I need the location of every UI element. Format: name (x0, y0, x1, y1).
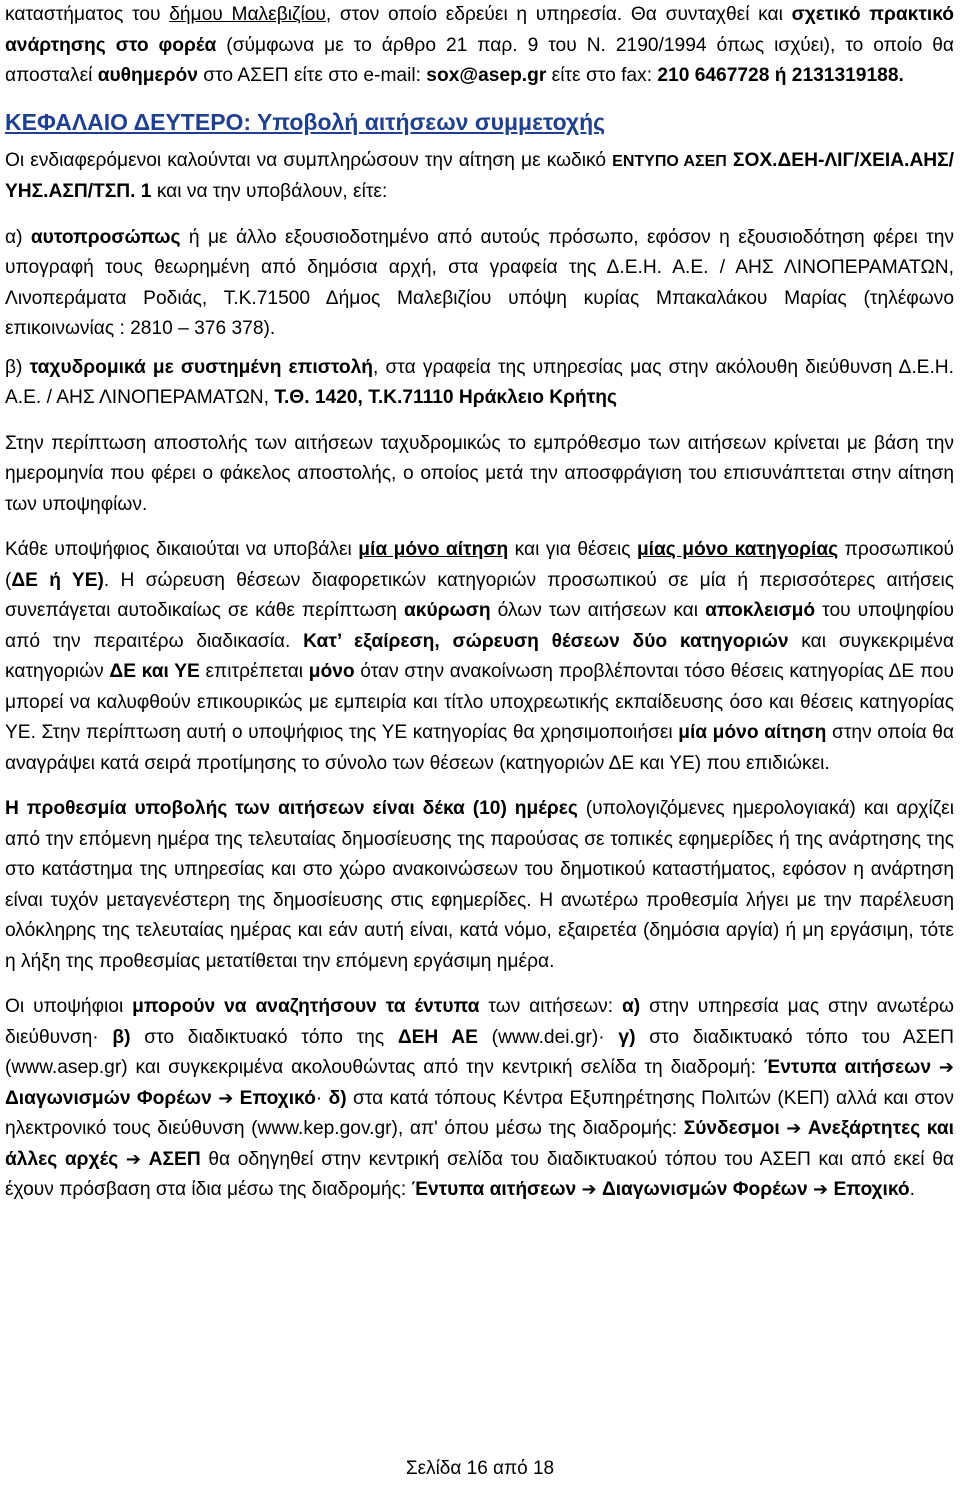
text: . (909, 1179, 915, 1200)
text-bold: β) (112, 1026, 131, 1048)
email-text: sox@asep.gr (426, 65, 547, 86)
text: στο διαδικτυακό τόπο της (130, 1026, 398, 1048)
fax-text: 210 6467728 ή 2131319188. (657, 65, 904, 86)
text: Κάθε υποψήφιος δικαιούται να υποβάλει (5, 539, 359, 560)
text: καταστήματος του (5, 4, 170, 25)
text: όταν στην ανακοίνωση προβλέπονται τόσο θέσεις κατηγορίας ΔΕ που μπορεί να καλυφθούν επικουρικώς με εμπειρία και τίτλο υποχρεωτικής εκπαίδευσης όσο και θέσεις κατηγορίας ΥΕ. Στην περίπτωση αυτή ο υποψήφιος της ΥΕ κατηγορίας θα χρησιμοποιήσει (5, 661, 954, 743)
text-underlined: δήμου Μαλεβιζίου (169, 4, 326, 25)
paragraph-posting (5, 0, 954, 92)
arrow-right-icon: ➔ (938, 1057, 954, 1078)
text-bold-underlined: μία μόνο αίτηση (358, 539, 509, 560)
text: στο ΑΣΕΠ είτε στο e-mail: (197, 65, 427, 86)
text: όλων των αιτήσεων και (490, 600, 706, 621)
text-bold: Σύνδεσμοι (683, 1118, 780, 1139)
arrow-right-icon: ➔ (125, 1148, 141, 1170)
text: (υπολογιζόμενες ημερολογιακά) και αρχίζει από την επόμενη ημέρα της τελευταίας δημοσίευσης της παρούσας σε τοπικές εφημερίδες ή της ανάρτησης της στο κατάστημα της υπηρεσίας και στο χώρο ανακοινώσεων του δημοτικού καταστήματος, εφόσον η ανάρτηση είναι τυχόν μεταγενέστερη της δημοσίευσης στις εφημερίδες. Η ανωτέρω προθεσμία λήγει με την παρέλευση ολόκληρης της τελευταίας ημέρας και εάν αυτή είναι, κατά νόμο, εξαιρετέα (δημόσια αργία) ή μη εργάσιμη, τότε η λήξη της προθεσμίας μετατίθεται την επόμενη εργάσιμη ημέρα. (5, 798, 954, 972)
text-bold: Διαγωνισμών Φορέων (5, 1087, 212, 1109)
paragraph-option-a (5, 223, 954, 345)
text: , στον οποίο εδρεύει η υπηρεσία. Θα συνταχθεί και (325, 4, 792, 25)
text: στο διαδικτυακό τόπο του ΑΣΕΠ (www.asep.gr) και συγκεκριμένα ακολουθώντας από την κεντρική σελίδα τη διαδρομή: (5, 1026, 955, 1078)
text: (www.dei.gr)· (477, 1026, 619, 1048)
paragraph-form-code (5, 146, 954, 208)
paragraph-postal-deadline: Στην περίπτωση αποστολής των αιτήσεων ταχυδρομικώς το εμπρόθεσμο των αιτήσεων κρίνεται με βάση την ημερομηνία που φέρει ο φάκελος αποστολής, ο οποίος μετά την αποσφράγιση του επισυνάπτεται στην αίτηση των υποψηφίων. (5, 432, 954, 515)
text: . Η σώρευση θέσεων διαφορετικών κατηγοριών προσωπικού σε μία ή περισσότερες αιτήσεις συνεπάγεται αυτοδικαίως σε κάθε περίπτωση (5, 569, 954, 621)
text-bold: Ανεξάρτητες και άλλες αρχές (5, 1118, 954, 1170)
form-code: ΣΟΧ.ΔΕΗ-ΛΙΓ/ΧΕΙΑ.ΑΗΣ/ΥΗΣ.ΑΣΠ/ΤΣΠ. 1 (5, 149, 954, 202)
text: προσωπικού ( (5, 539, 954, 591)
text: και για θέσεις (508, 539, 637, 560)
text: και να την υποβάλουν, είτε: (151, 181, 388, 202)
text-bold: Εποχικό (239, 1087, 316, 1109)
paragraph-single-application (5, 535, 954, 779)
text-bold-underlined: μίας μόνο κατηγορίας (636, 539, 839, 560)
text-bold: ΕΝΤΥΠΟ ΑΣΕΠ (612, 152, 727, 170)
text-bold: Κατ’ εξαίρεση, σώρευση θέσεων δύο κατηγοριών (303, 630, 789, 652)
text-bold: Έντυπα αιτήσεων (411, 1179, 577, 1200)
text-bold: ακύρωση (404, 600, 491, 621)
text: στα κατά τόπους Κέντρα Εξυπηρέτησης Πολιτών (ΚΕΠ) αλλά και στον ηλεκτρονικό τους διεύθυνση (www.kep.gov.gr), απ' όπου μέσω της διαδρομής: (5, 1087, 954, 1139)
text-bold: ΔΕΗ ΑΕ (397, 1026, 478, 1048)
text-bold: μπορούν να αναζητήσουν τα έντυπα (132, 996, 480, 1017)
text-bold: Τ.Θ. 1420, Τ.Κ.71110 Ηράκλειο Κρήτης (274, 387, 617, 408)
text-bold: αποκλεισμό (705, 600, 816, 621)
text: των αιτήσεων: (479, 996, 622, 1017)
text: (σύμφωνα με το άρθρο 21 παρ. 9 του Ν. 2190/1994 όπως ισχύει), το οποίο θα αποσταλεί (5, 34, 955, 86)
text: Οι ενδιαφερόμενοι καλούνται να συμπληρώσουν την αίτηση με κωδικό (5, 149, 613, 171)
text-bold: αυτοπροσώπως (30, 226, 181, 248)
text-bold: ΑΣΕΠ (148, 1148, 201, 1170)
paragraph-forms-source (5, 992, 954, 1206)
text-bold: μόνο (308, 661, 355, 682)
text: , στα γραφεία της υπηρεσίας μας στην ακόλουθη διεύθυνση Δ.Ε.Η. Α.Ε. / ΑΗΣ ΛΙΝΟΠΕΡΑΜΑΤΩΝ, (5, 356, 954, 408)
paragraph-deadline (5, 794, 954, 977)
text: είτε στο fax: (546, 65, 658, 86)
arrow-right-icon: ➔ (218, 1087, 234, 1109)
page-footer: Σελίδα 16 από 18 (405, 1458, 555, 1479)
text: α) (5, 226, 31, 248)
text-bold: μία μόνο αίτηση (678, 722, 827, 743)
text-bold: ΔΕ ή ΥΕ) (11, 569, 104, 591)
text-bold: δ) (328, 1087, 347, 1109)
text: στην οποία θα αναγράψει κατά σειρά προτίμησης το σύνολο των θέσεων (κατηγοριών ΔΕ και ΥΕ) που επιδιώκει. (5, 722, 954, 774)
text: θα οδηγηθεί στην κεντρική σελίδα του διαδικτυακού τόπου του ΑΣΕΠ και από εκεί θα έχουν πρόσβαση στα ίδια μέσω της διαδρομής: (5, 1148, 954, 1200)
text-bold: ταχυδρομικά με συστημένη επιστολή (29, 356, 373, 378)
text: του υποψηφίου από την περαιτέρω διαδικασία. (5, 600, 955, 652)
text-bold: α) (622, 996, 641, 1017)
text-bold: ΔΕ και ΥΕ (109, 661, 200, 682)
chapter-heading: ΚΕΦΑΛΑΙΟ ΔΕΥΤΕΡΟ: Υποβολή αιτήσεων συμμετοχής (5, 108, 606, 135)
text: β) (5, 356, 30, 378)
text-bold: σχετικό πρακτικό ανάρτησης στο φορέα (5, 4, 954, 56)
text: · (315, 1087, 329, 1109)
text: και συγκεκριμένα κατηγοριών (5, 630, 954, 682)
text-bold: αυθημερόν (97, 65, 198, 86)
text-bold: Η προθεσμία υποβολής των αιτήσεων είναι δέκα (10) ημέρες (5, 798, 578, 819)
text: στην υπηρεσία μας στην ανωτέρω διεύθυνση· (5, 996, 955, 1048)
text-bold: Έντυπα αιτήσεων (763, 1057, 931, 1078)
paragraph-option-b (5, 353, 954, 414)
text-bold: γ) (618, 1026, 636, 1048)
text-bold: Διαγωνισμών Φορέων (601, 1179, 808, 1200)
text-bold: Εποχικό (833, 1179, 910, 1200)
text: επιτρέπεται (199, 661, 309, 682)
text: Οι υποψήφιοι (5, 996, 133, 1017)
text: ή με άλλο εξουσιοδοτημένο από αυτούς πρόσωπο, εφόσον η εξουσιοδότηση φέρει την υπογραφή τους θεωρημένη από δημόσια αρχή, στα γραφεία της Δ.Ε.Η. Α.Ε. / ΑΗΣ ΛΙΝΟΠΕΡΑΜΑΤΩΝ, Λινοπεράματα Ροδιάς, Τ.Κ.71500 Δήμος Μαλεβιζίου υπόψη κυρίας Μπακαλάκου Μαρίας (τηλέφωνο επικοινωνίας : 2810 – 376 378). (5, 226, 954, 339)
arrow-right-icon: ➔ (581, 1179, 597, 1200)
arrow-right-icon: ➔ (786, 1118, 802, 1139)
arrow-right-icon: ➔ (813, 1179, 829, 1200)
